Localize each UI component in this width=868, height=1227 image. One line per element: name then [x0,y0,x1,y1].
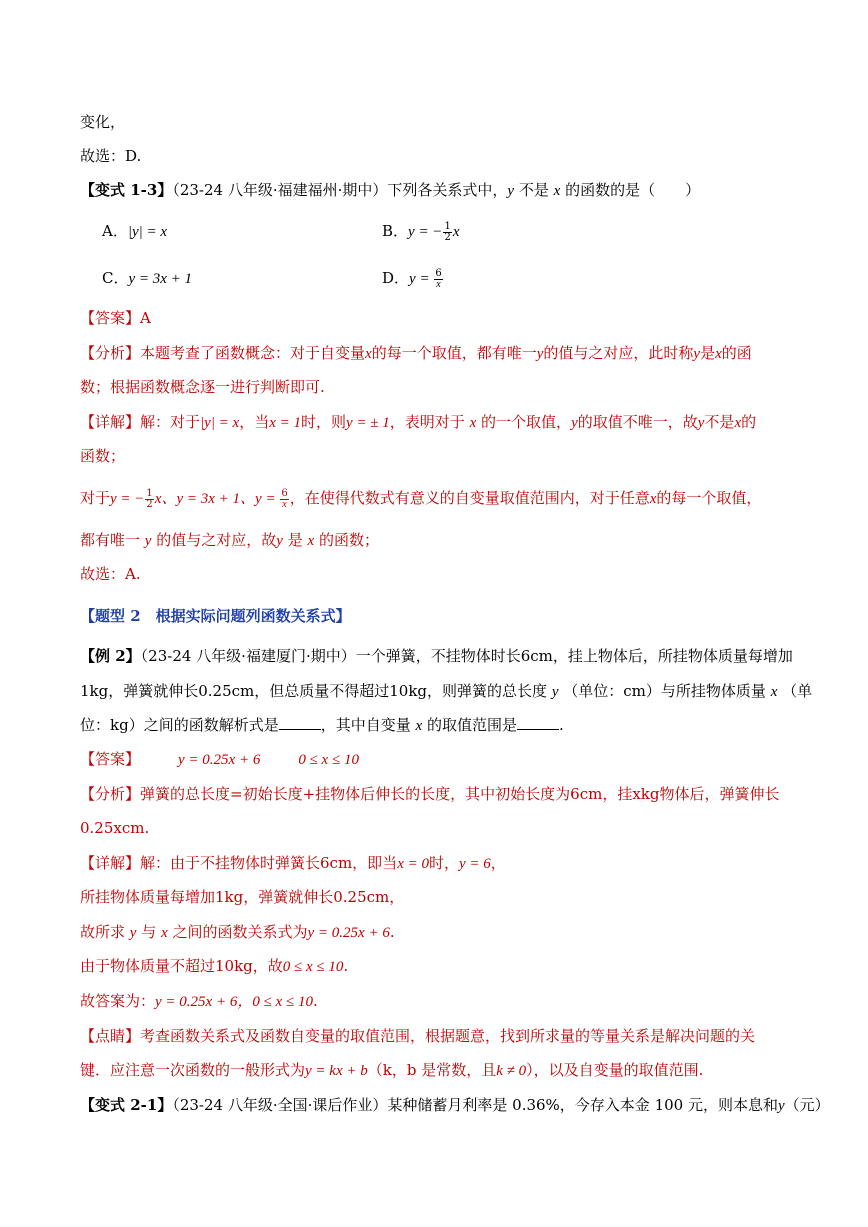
detail-1-cont: 函数； [80,447,126,465]
option-c: C．y = 3x + 1 [102,269,193,287]
fraction: $\frac{6}{x}$ [281,487,288,510]
detail-1-line5: 故选：A. [80,565,141,583]
answer-1: 【答案】A [80,309,151,327]
option-b: B．y = − $\frac{1}{2}$ x [382,220,460,243]
detail-2: 【详解】解：由于不挂物体时弹簧长6cm，即当x = 0时，y = 6， [80,854,506,872]
variant-1-3-question: 【变式 1-3】（23-24 八年级·福建福州·期中）下列各关系式中，y 不是 x 的函数的是（ ） [80,181,701,199]
analysis-1: 【分析】本题考查了函数概念：对于自变量x的每一个取值，都有唯一y的值与之对应，此时称y是x的函 [80,344,752,362]
answer-blank[interactable] [517,715,559,730]
example-2-line1: 【例 2】（23-24 八年级·福建厦门·期中）一个弹簧，不挂物体时长6cm，挂上物体后，所挂物体质量每增加 [80,647,793,665]
variant-2-1-question: 【变式 2-1】（23-24 八年级·全国·课后作业）某种储蓄月利率是 0.36%，今存入本金 100 元，则本息和y（元） [80,1096,830,1114]
example-2-line2: 1kg，弹簧就伸长0.25cm，但总质量不得超过10kg，则弹簧的总长度 y （单位：cm）与所挂物体质量 x （单 [80,682,813,700]
option-d: D．y = $\frac{6}{x}$ [382,267,442,290]
analysis-1-cont: 数；根据函数概念逐一进行判断即可. [80,378,325,396]
text-line: 故选：D. [80,147,142,165]
detail-2-line3: 故所求 y 与 x 之间的函数关系式为y = 0.25x + 6. [80,923,395,941]
detail-1-line3: 对于y = − $\frac{1}{2}$ x、y = 3x + 1、y = $\frac{6}{x}$ ，在使得代数式有意义的自变量取值范围内，对于任意x的每一个取值， [80,487,762,510]
analysis-2: 【分析】弹簧的总长度=初始长度+挂物体后伸长的长度，其中初始长度为6cm，挂xkg物体后，弹簧伸长 [80,785,780,803]
detail-2-line5: 故答案为：y = 0.25x + 6，0 ≤ x ≤ 10. [80,992,318,1010]
fraction: $\frac{1}{2}$ [444,220,451,243]
fraction: $\frac{6}{x}$ [435,267,442,290]
answer-blank[interactable] [279,715,321,730]
fraction: $\frac{1}{2}$ [146,487,153,510]
comment: 【点睛】考查函数关系式及函数自变量的取值范围，根据题意，找到所求量的等量关系是解决问题的关 [80,1027,756,1045]
text-line: 变化， [80,113,126,131]
analysis-2-cont: 0.25xcm. [80,819,150,837]
comment-cont: 键．应注意一次函数的一般形式为y = kx + b（k，b 是常数，且k ≠ 0），以及自变量的取值范围. [80,1061,704,1079]
answer-2: 【答案】 y = 0.25x + 6 0 ≤ x ≤ 10 [80,750,359,768]
section-heading: 【题型 2 根据实际问题列函数关系式】 [80,607,351,625]
detail-2-line2: 所挂物体质量每增加1kg，弹簧就伸长0.25cm， [80,888,405,906]
detail-2-line4: 由于物体质量不超过10kg，故0 ≤ x ≤ 10. [80,957,349,975]
detail-1: 【详解】解：对于|y| = x，当x = 1时，则y = ± 1，表明对于 x 的一个取值，y的取值不唯一，故y不是x的 [80,413,757,431]
option-a: A．|y| = x [102,222,168,240]
example-2-line3: 位：kg）之间的函数解析式是 ，其中自变量 x 的取值范围是 . [80,716,564,734]
detail-1-line4: 都有唯一 y 的值与之对应，故y 是 x 的函数； [80,531,379,549]
